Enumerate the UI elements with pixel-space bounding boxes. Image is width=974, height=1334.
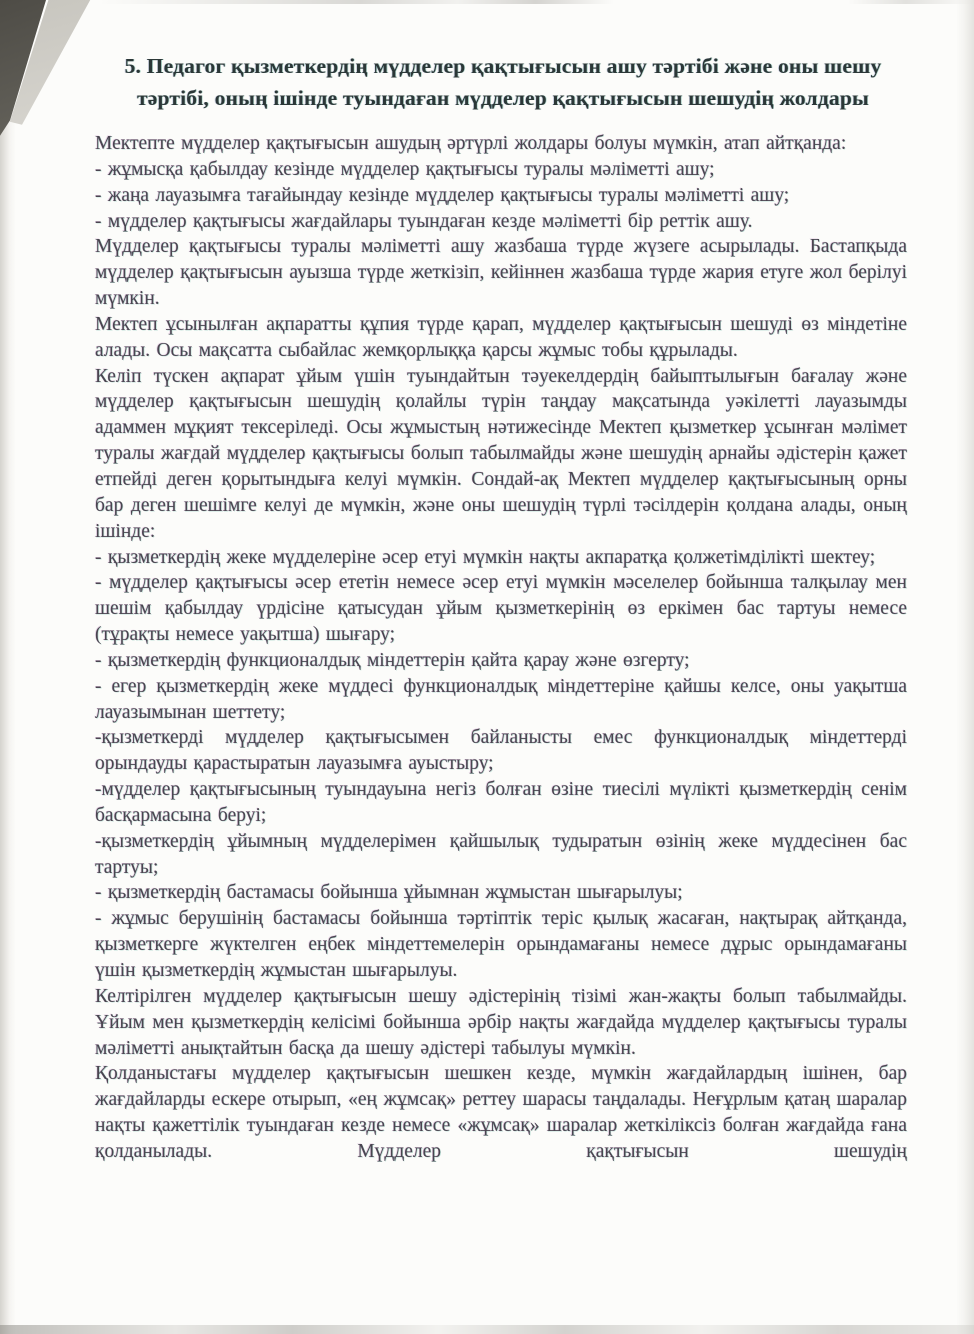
paragraph: Мүдделер қақтығысы туралы мәліметті ашу жазбаша түрде жүзеге асырылады. Бастапқыда мүдделер қақтығысын ауызша түрде жеткізіп, кейіннен жазбаша түрде жария етуге жол берілуі мүмкін. xyxy=(95,236,907,310)
bullet-item: - қызметкердің бастамасы бойынша ұйымнан жұмыстан шығарылуы; xyxy=(95,882,683,904)
bullet-item: - мүдделер қақтығысы жағдайлары туындаған кезде мәліметті бір реттік ашу. xyxy=(95,210,753,232)
bullet-item: - қызметкердің функционалдық міндеттерін қайта қарау және өзгерту; xyxy=(95,649,690,671)
scan-left-edge-shading xyxy=(0,108,16,1334)
bullet-item: -қызметкерді мүдделер қақтығысымен байланысты емес функционалдық міндеттерді орындауды қарастыратын лауазымға ауыстыру; xyxy=(95,727,907,775)
page-text-column xyxy=(95,48,907,1165)
scan-bottom-edge-shading xyxy=(0,1325,974,1334)
bullet-item: -қызметкердің ұйымның мүдделерімен қайшылық тудыратын өзінің жеке мүддесінен бас тартуы; xyxy=(95,830,907,878)
paragraph: Келтірілген мүдделер қақтығысын шешу әдістерінің тізімі жан-жақты болып табылмайды. Ұйым мен қызметкердің келісімі бойынша әрбір нақты жағдайда мүдделер қақтығысы туралы мәліметті анықтайтын басқа да шешу әдістері табылуы мүмкін. xyxy=(95,985,907,1059)
bullet-item: - мүдделер қақтығысы әсер ететін немесе әсер етуі мүмкін мәселелер бойынша талқылау мен шешім қабылдау үрдісіне қатысудан ұйым қызметкерінің өз еркімен бас тартуы немесе (тұрақты немесе уақытша) шығару; xyxy=(95,572,907,646)
scan-right-edge-shading xyxy=(956,0,974,1334)
paragraph: Келіп түскен ақпарат ұйым үшін туындайтын тәуекелдердің байыптылығын бағалау және мүдделер қақтығысын шешудің қолайлы түрін таңдау мақсатында уәкілетті лауазымды адаммен мұқият тексеріледі. Осы жұмыстың нәтижесінде Мектеп қызметкер ұсынған мәлімет туралы жағдай мүдделер қақтығысы болып табылмайды және шешудің арнайы әдістерін қажет етпейді деген қорытындыға келуі мүмкін. Сондай-ақ Мектеп мүдделер қақтығысының орны бар деген шешімге келуі де мүмкін, және оны шешудің түрлі тәсілдерін қолдана алады, оның ішінде: xyxy=(95,365,907,542)
document-heading: 5. Педагог қызметкердің мүдделер қақтығысын ашу тәртібі және оны шешу тәртібі, оның ішінде туындаған мүдделер қақтығысын шешудің жолдары xyxy=(124,54,882,110)
bullet-item: - қызметкердің жеке мүдделеріне әсер етуі мүмкін нақты акпаратқа қолжетімділікті шектеу; xyxy=(95,546,876,568)
scan-top-edge-shading xyxy=(0,0,974,4)
paragraph: Қолданыстағы мүдделер қақтығысын шешкен кезде, мүмкін жағдайлардың ішінен, бар жағдайларды ескере отырып, «ең жұмсақ» реттеу шарасы таңдалады. Неғұрлым қатаң шаралар нақты қажеттілік туындаған кезде немесе «жұмсақ» шаралар жеткіліксіз болған жағдайда ғана қолданылады. Мүдделер қақтығысын шешудің xyxy=(95,1063,907,1162)
bullet-item: - жұмыс берушінің бастамасы бойынша тәртіптік теріс қылық жасаған, нақтырақ айтқанда, қызметкерге жүктелген еңбек міндеттемелерін орындамағаны немесе дұрыс орындамағаны үшін қызметкердің жұмыстан шығарылуы. xyxy=(95,908,907,981)
bullet-item: - жаңа лауазымға тағайындау кезінде мүдделер қақтығысы туралы мәліметті ашу; xyxy=(95,184,790,206)
bullet-item: -мүдделер қақтығысының туындауына негіз болған өзіне тиесілі мүлікті қызметкердің сенім басқармасына беруі; xyxy=(95,779,907,826)
paragraph: Мектепте мүдделер қақтығысын ашудың әртүрлі жолдары болуы мүмкін, атап айтқанда: xyxy=(95,133,847,154)
paragraph: Мектеп ұсынылған ақпаратты құпия түрде қарап, мүдделер қақтығысын шешуді өз міндетіне алады. Осы мақсатта сыбайлас жемқорлыққа қарсы жұмыс тобы құрылады. xyxy=(95,313,907,361)
bullet-item: - жұмысқа қабылдау кезінде мүдделер қақтығысы туралы мәліметті ашу; xyxy=(95,158,715,180)
bullet-item: - егер қызметкердің жеке мүддесі функционалдық міндеттеріне қайшы келсе, оны уақытша лауазымынан шеттету; xyxy=(95,675,907,723)
document-body xyxy=(95,131,907,1165)
